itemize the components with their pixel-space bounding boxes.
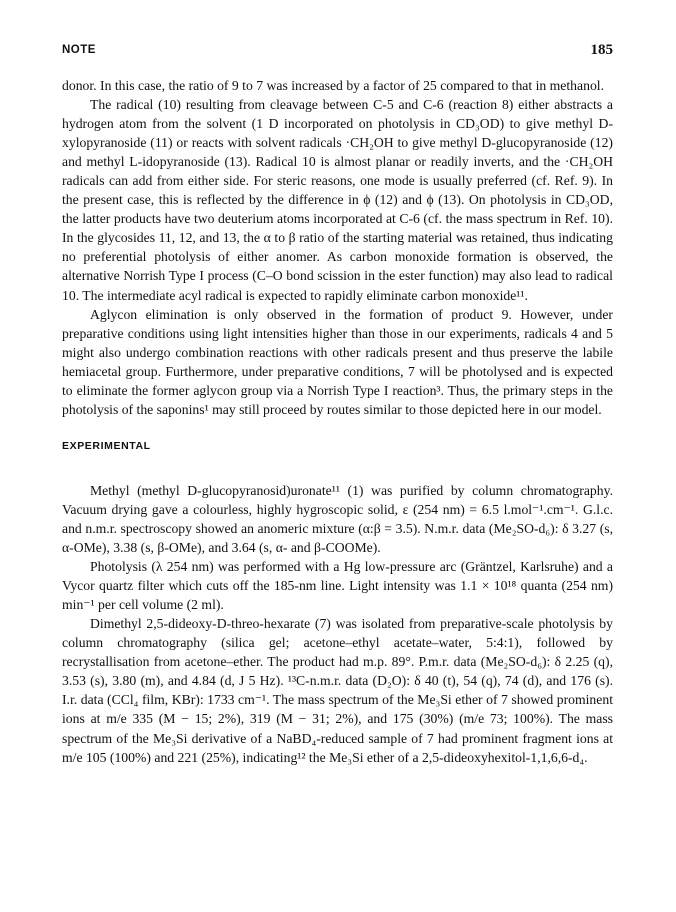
paragraph-aglycon-elimination: Aglycon elimination is only observed in the formation of product 9. However, under preparative conditions using light intensities higher than those in our experiments, radicals 4 and 5 might also undergo combination reactions with other radicals present and thus preserve the labile hemiacetal group. Furthermore, under preparative conditions, 7 will be photolysed and is expected to eliminate the former aglycon group via a Norrish Type I reaction³. Thus, the primary steps in the photolysis of the saponins¹ may still proceed by routes similar to those depicted here in our model. xyxy=(62,306,613,417)
page-number: 185 xyxy=(590,42,613,58)
section-label: NOTE xyxy=(62,44,96,56)
paragraph-methyl-uronate: Methyl (methyl D-glucopyranosid)uronate¹¹ (1) was purified by column chromatography. Vacuum drying gave a colourless, highly hygroscopic solid, ε (254 nm) = 6.5 l.mol⁻¹.cm⁻¹. G.l.c. and n.m.r. spectroscopy showed an anomeric mixture (α:β = 3.5). N.m.r. data (Me₂SO-d₆): δ 3.27 (s, α-OMe), 3.38 (s, β-OMe), and 3.64 (s, α- and β-COOMe). xyxy=(62,482,613,556)
article-body xyxy=(62,76,613,767)
running-head xyxy=(62,44,613,56)
paragraph-photolysis-setup: Photolysis (λ 254 nm) was performed with a Hg low-pressure arc (Gräntzel, Karlsruhe) and a Vycor quartz filter which cuts off the 185-nm line. Light intensity was 1.1 × 10¹⁸ quanta (254 nm) min⁻¹ per cell volume (2 ml). xyxy=(62,559,613,613)
paragraph-donor-ratio: donor. In this case, the ratio of 9 to 7 was increased by a factor of 25 compared to that in methanol. xyxy=(62,78,605,93)
paragraph-radical-10: The radical (10) resulting from cleavage between C-5 and C-6 (reaction 8) either abstracts a hydrogen atom from the solvent (1 D incorporated on photolysis in CD₃OD) to give methyl D-xylopyranoside (11) or reacts with solvent radicals ·CH₂OH to give methyl D-glucopyranoside (12) and methyl L-idopyranoside (13). Radical 10 is almost planar or readily inverts, and the ·CH₂OH radicals can add from either side. For steric reasons, one mode is usually preferred (cf. Ref. 9). In the present case, this is reflected by the difference in ϕ (12) and ϕ (13). On photolysis in CD₃OD, the latter products have two deuterium atoms incorporated at C-6 (cf. the mass spectrum in Ref. 10). In the glycosides 11, 12, and 13, the α to β ratio of the starting material was retained, thus indicating no preferential photolysis of either anomer. As carbon monoxide formation is observed, the alternative Norrish Type I process (C–O bond scission in the ester function) may also lead to radical 10. The intermediate acyl radical is expected to rapidly eliminate carbon monoxide¹¹. xyxy=(62,97,613,303)
section-heading-experimental: EXPERIMENTAL xyxy=(62,439,151,452)
paragraph-dimethyl-hexarate: Dimethyl 2,5-dideoxy-D-threo-hexarate (7) was isolated from preparative-scale photolysis by column chromatography (silica gel; acetone–ethyl acetate–water, 5:4:1), followed by recrystallisation from acetone–ether. The product had m.p. 89°. P.m.r. data (Me₂SO-d₆): δ 2.25 (q), 3.53 (s), 3.80 (m), and 4.84 (d, J 5 Hz). ¹³C-n.m.r. data (D₂O): δ 40 (t), 54 (q), 74 (d), and 176 (s). I.r. data (CCl₄ film, KBr): 1733 cm⁻¹. The mass spectrum of the Me₃Si ether of 7 showed prominent ions at m/e 335 (M − 15; 2%), 319 (M − 31; 2%), and 175 (30%) (m/e 73; 100%). The mass spectrum of the Me₃Si derivative of a NaBD₄-reduced sample of 7 had prominent fragment ions at m/e 105 (100%) and 221 (25%), indicating¹² the Me₃Si ether of a 2,5-dideoxyhexitol-1,1,6,6-d₄. xyxy=(62,616,613,765)
